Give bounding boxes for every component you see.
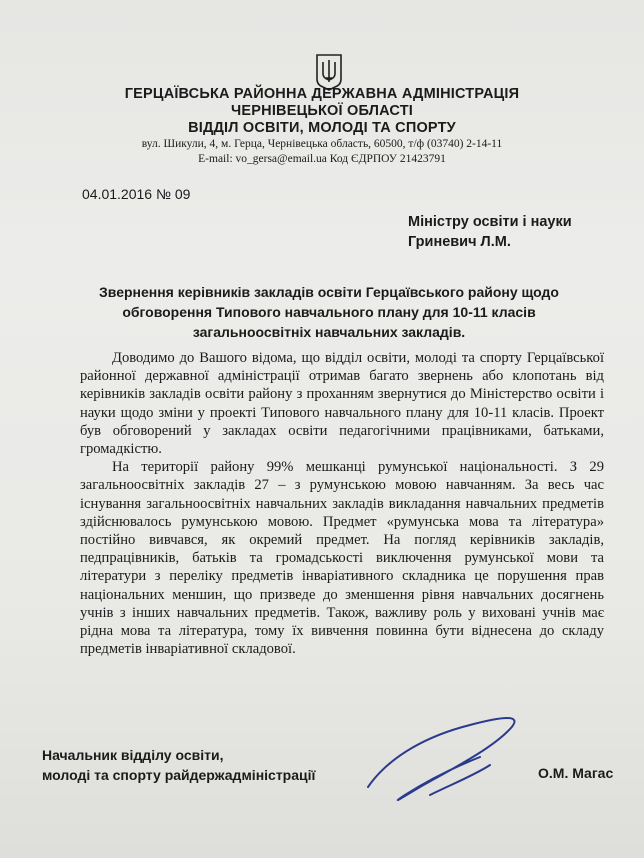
letterhead-line-1: ГЕРЦАЇВСЬКА РАЙОННА ДЕРЖАВНА АДМІНІСТРАЦІЯ [124,86,520,102]
letter-subject: Звернення керівників закладів освіти Герцаївського району щодо обговорення Типового навчального плану для 10-11 класів загальноосвітніх навчальних закладів. [99,284,559,340]
recipient-line-1: Міністру освіти і науки [408,214,572,230]
body-paragraph-1: Доводимо до Вашого відома, що відділ освіти, молоді та спорту Герцаївської районної державної адміністрації отримав багато звернень або клопотань від керівників закладів освіти району з проханням звернутися до Міністерство освіти і науки щодо зміни у проекті Типового навчального плану для 10-11 класів. Проект був обговорений у закладах освіти педагогічними працівниками, батьками, громадкістю. [80,350,604,458]
letter-body [80,349,604,658]
signatory-title-line-2: молоді та спорту райдержадміністрації [42,767,316,783]
signatory-title [42,745,315,785]
recipient [408,212,572,252]
letterhead-line-2: ЧЕРНІВЕЦЬКОЇ ОБЛАСТІ [231,103,413,119]
signatory-title-line-1: Начальник відділу освіти, [42,747,224,763]
signatory-name: О.М. Магас [538,765,614,781]
date-number: 04.01.2016 № 09 [82,186,191,202]
body-paragraph-2: На території району 99% мешканці румунської національності. З 29 загальноосвітніх закладів 27 – з румунською мовою навчанням. За весь час існування загальноосвітніх навчальних закладів викладання навчальних предметів здійснювалось румунською мовою. Предмет «румунська мова та література» постійно вивчався, як окремий предмет. На погляд керівників закладів, педпрацівників, батьків та громадськості виключення румунської мови та літератури з переліку предметів інваріативного складника це порушення прав національних меншин, що призведе до зменшення рівня навчальних досягнень учнів з інших навчальних предметів. Також, важливу роль у виховані учнів має рідна мова та література, тому їх вивчення повинна бути віднесена до складу предметів інваріативної складової. [80,459,604,658]
letterhead-address: вул. Шикули, 4, м. Герца, Чернівецька область, 60500, т/ф (03740) 2-14-11 [141,138,503,150]
recipient-line-2: Гриневич Л.М. [408,234,511,250]
letterhead-line-3: ВІДДІЛ ОСВІТИ, МОЛОДІ ТА СПОРТУ [188,120,456,136]
letterhead-email: E-mail: vo_gersa@email.ua Код ЄДРПОУ 21423791 [198,153,446,165]
letterhead [0,86,644,167]
handwritten-signature [360,695,540,815]
